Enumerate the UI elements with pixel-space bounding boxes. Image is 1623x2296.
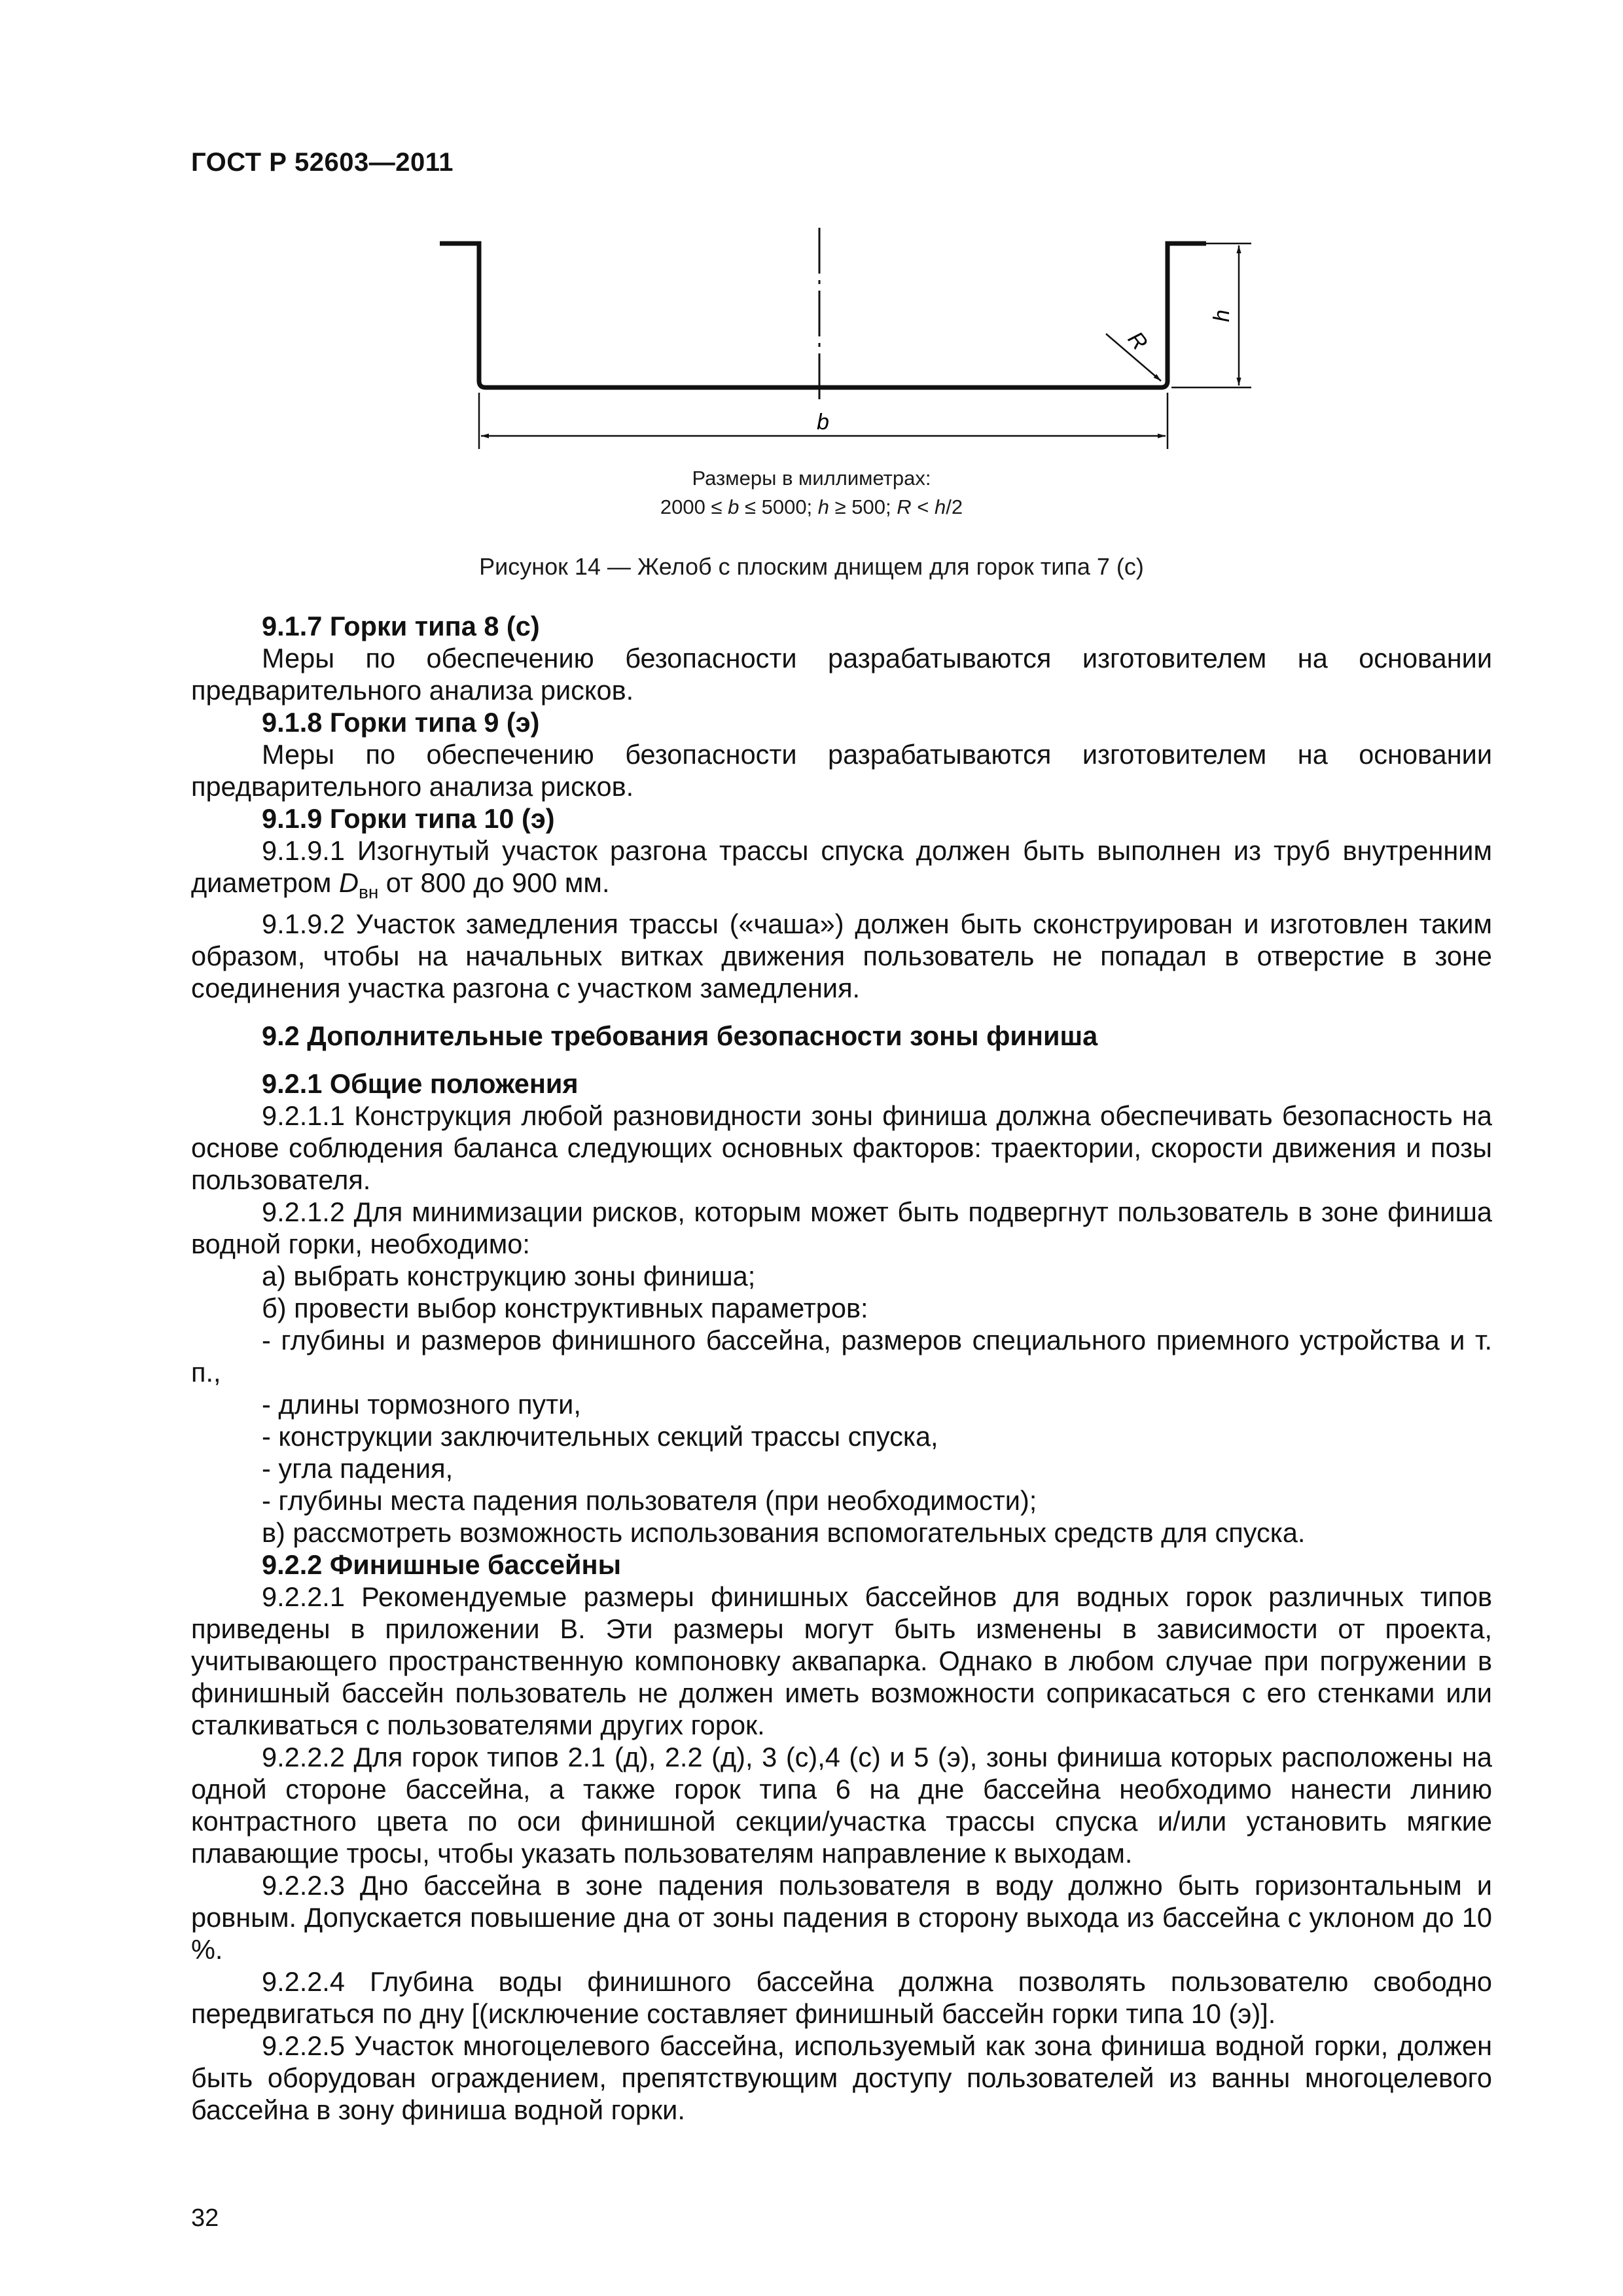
section-title-9-2-1: 9.2.1 Общие положения — [262, 1068, 579, 1100]
dash-item-3: - конструкции заключительных секций трассы спуска, — [262, 1421, 938, 1452]
paragraph-9-2-1-2: 9.2.1.2 Для минимизации рисков, которым может быть подвергнут пользователь в зоне финиша водной горки, необходимо: — [191, 1196, 1492, 1260]
label-R: R — [1122, 327, 1152, 355]
figure-note-line2: 2000 ≤ b ≤ 5000; h ≥ 500; R < h/2 — [660, 495, 963, 518]
section-title-9-1-7: 9.1.7 Горки типа 8 (с) — [262, 611, 540, 641]
figure-note-line1: Размеры в миллиметрах: — [692, 467, 931, 490]
label-h: h — [1209, 310, 1234, 322]
list-item-a: а) выбрать конструкцию зоны финиша; — [262, 1261, 756, 1292]
paragraph-9-2-2-4: 9.2.2.4 Глубина воды финишного бассейна должна позволять пользователю свободно передвигаться по дну [(исключение составляет финишный бассейн горки типа 10 (э)]. — [191, 1966, 1492, 2030]
dash-item-2: - длины тормозного пути, — [262, 1389, 581, 1420]
section-title-9-1-9: 9.1.9 Горки типа 10 (э) — [262, 803, 555, 834]
paragraph-9-2-2-3: 9.2.2.3 Дно бассейна в зоне падения пользователя в воду должно быть горизонтальным и ровным. Допускается повышение дна от зоны падения в сторону выхода из бассейна с уклоном до 10 %. — [191, 1870, 1492, 1965]
paragraph-9-2-1-1: 9.2.1.1 Конструкция любой разновидности зоны финиша должна обеспечивать безопасность на основе соблюдения баланса следующих основных факторов: траектории, скорости движения и позы пользователя. — [191, 1100, 1492, 1196]
dash-item-1: - глубины и размеров финишного бассейна, размеров специального приемного устройства и т. п., — [191, 1325, 1492, 1388]
paragraph-9-2-2-5: 9.2.2.5 Участок многоцелевого бассейна, используемый как зона финиша водной горки, должен быть оборудован ограждением, препятствующим доступу пользователей из ванны многоцелевого бассейна в зону финиша водной горки. — [191, 2030, 1492, 2126]
paragraph-9-2-2-2: 9.2.2.2 Для горок типов 2.1 (д), 2.2 (д), 3 (с),4 (с) и 5 (э), зоны финиша которых расположены на одной стороне бассейна, а также горок типа 6 на дне бассейна необходимо нанести линию контрастного цвета по оси финишной секции/участка трассы спуска и/или установить мягкие плавающие тросы, чтобы указать пользователям направление к выходам. — [191, 1742, 1492, 1869]
dash-item-5: - глубины места падения пользователя (при необходимости); — [262, 1485, 1037, 1516]
paragraph-9-1-8: Меры по обеспечению безопасности разрабатываются изготовителем на основании предварительного анализа рисков. — [191, 739, 1492, 802]
document-header: ГОСТ Р 52603—2011 — [191, 148, 454, 177]
section-title-9-2: 9.2 Дополнительные требования безопасности зоны финиша — [262, 1020, 1098, 1052]
paragraph-9-1-9-2: 9.1.9.2 Участок замедления трассы («чаша») должен быть сконструирован и изготовлен таким образом, чтобы на начальных витках движения пользователь не попадал в отверстие в зоне соединения участка разгона с участком замедления. — [191, 908, 1492, 1004]
dash-item-4: - угла падения, — [262, 1453, 454, 1484]
list-item-b: б) провести выбор конструктивных параметров: — [262, 1293, 868, 1324]
page-number: 32 — [191, 2204, 219, 2232]
trough-profile — [440, 243, 1206, 387]
section-title-9-1-8: 9.1.8 Горки типа 9 (э) — [262, 707, 540, 738]
section-title-9-2-2: 9.2.2 Финишные бассейны — [262, 1549, 622, 1581]
label-b: b — [817, 410, 829, 435]
list-item-c: в) рассмотреть возможность использования вспомогательных средств для спуска. — [262, 1517, 1306, 1549]
figure-caption: Рисунок 14 — Желоб с плоским днищем для горок типа 7 (с) — [479, 553, 1144, 580]
document-body — [191, 610, 1492, 2126]
paragraph-9-1-9-1: 9.1.9.1 Изогнутый участок разгона трассы спуска должен быть выполнен из труб внутренним диаметром $D_{вн}$ от 800 до 900 мм. — [191, 835, 1492, 903]
paragraph-9-1-7: Меры по обеспечению безопасности разрабатываются изготовителем на основании предварительного анализа рисков. — [191, 643, 1492, 706]
paragraph-9-2-2-1: 9.2.2.1 Рекомендуемые размеры финишных бассейнов для водных горок различных типов приведены в приложении В. Эти размеры могут быть изменены в зависимости от проекта, учитывающего пространственную компоновку аквапарка. Однако в любом случае при погружении в финишный бассейн пользователь не должен иметь возможности соприкасаться с его стенками или сталкиваться с пользователями других горок. — [191, 1581, 1492, 1741]
